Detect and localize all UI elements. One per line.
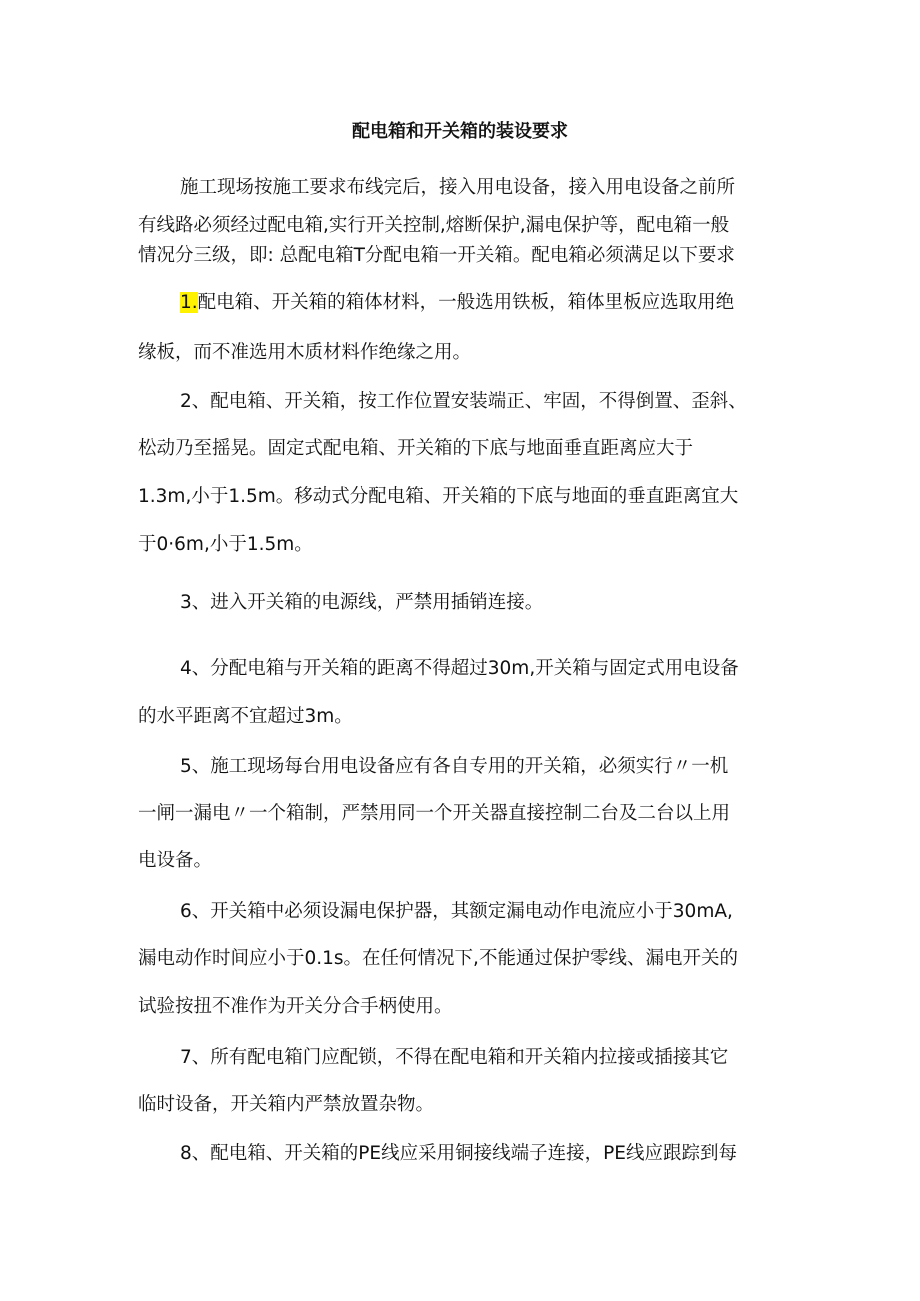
item-1-line-1 (180, 290, 788, 316)
item-5-line-3: 电设备。 (138, 850, 213, 871)
item-3-line-1: 3、进入开关箱的电源线，严禁用插销连接。 (180, 592, 544, 613)
intro-line-3: 情况分三级，即: 总配电箱T分配电箱一开关箱。配电箱必须满足以下要求 (138, 245, 735, 266)
item-2-line-4: 于0·6m,小于1.5m。 (138, 534, 313, 555)
item-7-line-1: 7、所有配电箱门应配锁，不得在配电箱和开关箱内拉接或插接其它 (180, 1047, 729, 1068)
item-1-text: 配电箱、开关箱的箱体材料，一般选用铁板，箱体里板应选取用绝 (197, 292, 735, 313)
item-1-number-highlight: 1. (180, 292, 198, 313)
item-6-line-3: 试验按扭不准作为开关分合手柄使用。 (138, 996, 453, 1017)
item-2-line-1: 2、配电箱、开关箱，按工作位置安装端正、牢固，不得倒置、歪斜、 (180, 391, 747, 412)
item-6-line-2: 漏电动作时间应小于0.1s。在任何情况下,不能通过保护零线、漏电开关的 (138, 948, 738, 969)
item-6-line-1: 6、开关箱中必须设漏电保护器，其额定漏电动作电流应小于30mA, (180, 901, 733, 922)
intro-line-1: 施工现场按施工要求布线完后，接入用电设备，接入用电设备之前所 (180, 177, 736, 198)
item-1-line-2: 缘板，而不准选用木质材料作绝缘之用。 (138, 342, 472, 363)
item-2-line-2: 松动乃至摇晃。固定式配电箱、开关箱的下底与地面垂直距离应大于 (138, 438, 694, 459)
item-4-line-2: 的水平距离不宜超过3m。 (138, 706, 353, 727)
item-2-line-3: 1.3m,小于1.5m。移动式分配电箱、开关箱的下底与地面的垂直距离宜大 (138, 486, 739, 507)
document-title: 配电箱和开关箱的装设要求 (352, 121, 568, 142)
item-5-line-1: 5、施工现场每台用电设备应有各自专用的开关箱，必须实行〃一机 (180, 756, 729, 777)
item-5-line-2: 一闸一漏电〃一个箱制，严禁用同一个开关器直接控制二台及二台以上用 (138, 803, 731, 824)
item-7-line-2: 临时设备，开关箱内严禁放置杂物。 (138, 1094, 435, 1115)
intro-line-2: 有线路必须经过配电箱,实行开关控制,熔断保护,漏电保护等，配电箱一般 (138, 215, 730, 236)
item-4-line-1: 4、分配电箱与开关箱的距离不得超过30m,开关箱与固定式用电设备 (180, 658, 739, 679)
item-8-line-1: 8、配电箱、开关箱的PE线应采用铜接线端子连接，PE线应跟踪到每 (180, 1143, 737, 1164)
